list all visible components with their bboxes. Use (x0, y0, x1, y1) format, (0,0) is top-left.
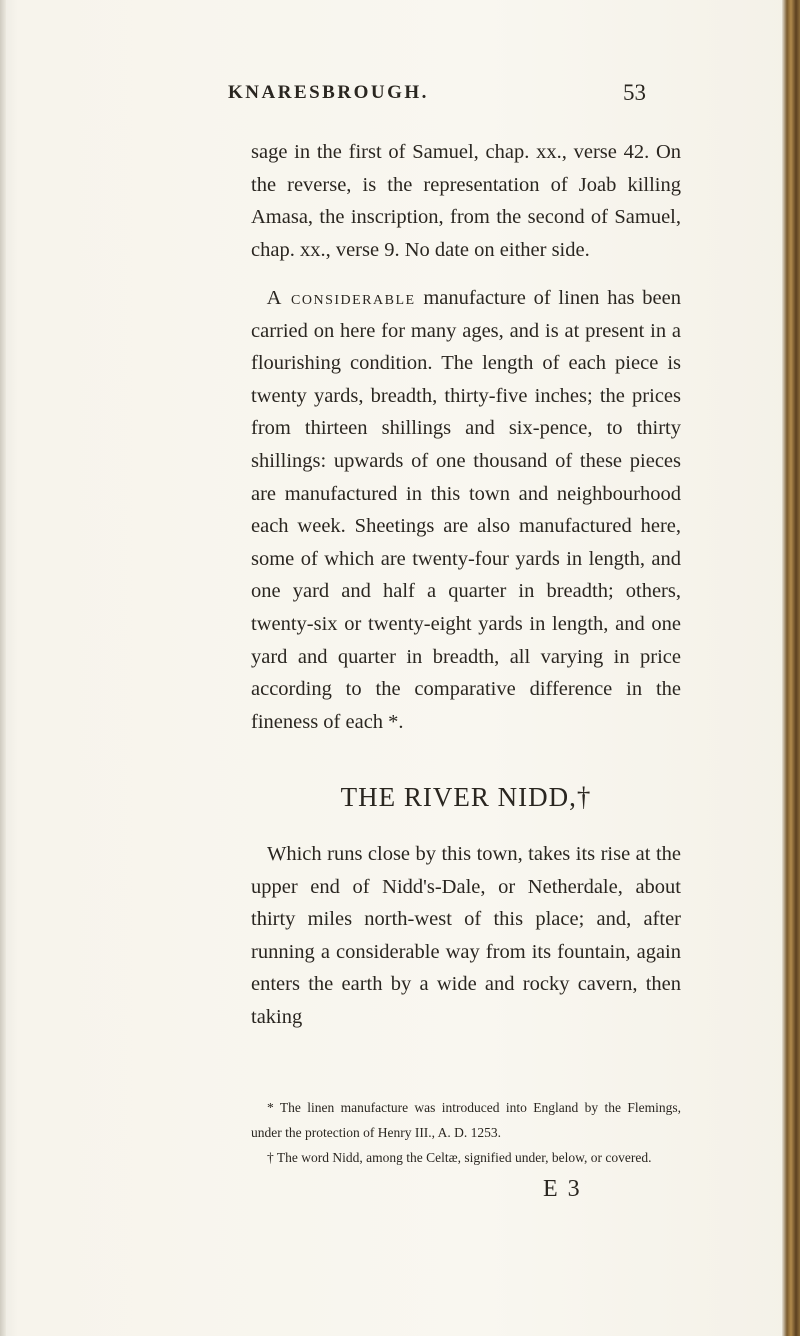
section-heading: THE RIVER NIDD,† (340, 782, 592, 812)
footnotes (251, 1095, 681, 1170)
page-left-edge (0, 0, 6, 1336)
paragraph-text (251, 282, 681, 738)
footnote-linen: * The linen manufacture was introduced into England by the Flemings, under the protection of Henry III., A. D. 1253. (251, 1100, 681, 1140)
paragraph-body: manufacture of linen has been carried on here for many ages, and is at present in a flourishing condition. The length of each piece is twenty yards, breadth, thirty-five inches; the prices from thirteen shillings and six-pence, to thirty shillings: upwards of one thousand of these pieces are manufactured in this town and neighbourhood each week. Sheetings are also manufactured here, some of which are twenty-four yards in length, and one yard and half a quarter in breadth; others, twenty-six or twenty-eight yards in length, and one yard and quarter in breadth, all varying in price according to the comparative difference in the fineness of each *. (251, 287, 682, 733)
paragraph-linen-manufacture (251, 282, 681, 738)
footnote-nidd: † The word Nidd, among the Celtæ, signified under, below, or covered. (267, 1150, 652, 1165)
paragraph-medal-description (251, 136, 681, 266)
paragraph-text: Which runs close by this town, takes its rise at the upper end of Nidd's-Dale, or Netherdale, about thirty miles north-west of this place; and, after running a considerable way from its fountain, again enters the earth by a wide and rocky cavern, then taking (251, 843, 681, 1028)
paragraph-lead-smallcaps: A considerable (266, 287, 416, 309)
book-binding-edge (782, 0, 800, 1336)
signature-mark: E 3 (543, 1176, 582, 1202)
page-number: 53 (623, 80, 646, 105)
paragraph-text: sage in the first of Samuel, chap. xx., verse 42. On the reverse, is the representation of Joab killing Amasa, the inscription, from the second of Samuel, chap. xx., verse 9. No date on either side. (251, 141, 681, 261)
running-head (0, 82, 800, 112)
running-title: KNARESBROUGH. (228, 82, 429, 103)
paragraph-river-nidd (251, 838, 681, 1034)
